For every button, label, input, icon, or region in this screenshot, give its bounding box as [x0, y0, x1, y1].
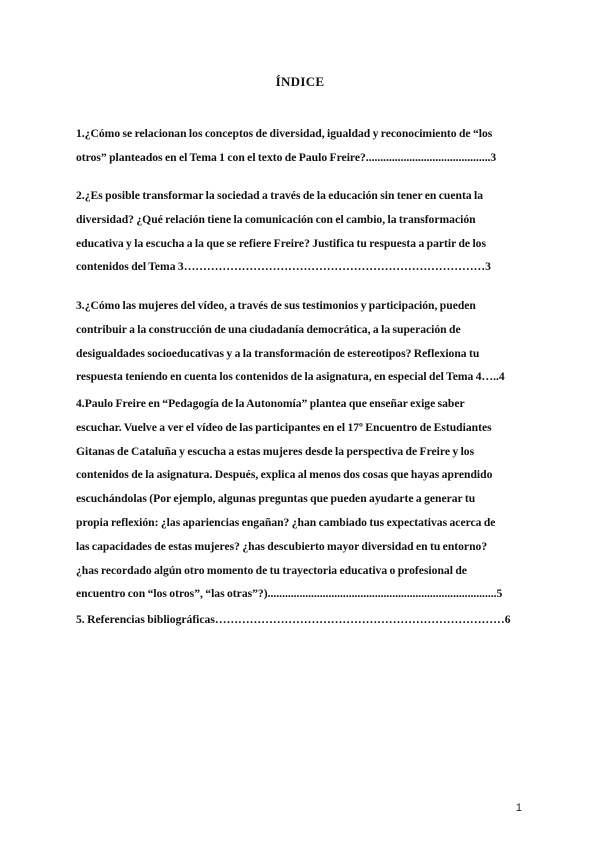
page-number: 1: [515, 802, 522, 814]
toc-entry-4[interactable]: [76, 392, 528, 606]
toc-line: 1.¿Cómo se relacionan los conceptos de diversidad, igualdad y reconocimiento de “los: [76, 127, 493, 140]
toc-line: ¿has recordado algún otro momento de tu trayectoria educativa o profesional de: [76, 563, 467, 577]
toc-line: 4.Paulo Freire en “Pedagogía de la Autonomía” plantea que enseñar exige saber: [76, 397, 465, 410]
toc-line: propia reflexión: ¿las apariencias engañan? ¿han cambiado tus expectativas acerca de: [76, 515, 496, 529]
toc-entry-1[interactable]: [76, 122, 528, 170]
toc-line: desigualdades socioeducativas y a la transformación de estereotipos? Reflexiona tu: [76, 346, 480, 360]
toc-entry-3[interactable]: [76, 294, 528, 389]
toc-line: escuchar. Vuelve a ver el vídeo de las participantes en el 17º Encuentro de Estudiantes: [76, 420, 492, 434]
toc-line: escuchándolas (Por ejemplo, algunas preguntas que pueden ayudarte a generar tu: [76, 492, 476, 506]
toc-line: otros” planteados en el Tema 1 con el texto de Paulo Freire?...........................................3: [76, 150, 497, 164]
toc-line: 5. Referencias bibliográficas…………………………………………………………………6: [76, 613, 511, 626]
toc-line: Gitanas de Cataluña y escucha a estas mujeres desde la perspectiva de Freire y los: [76, 444, 475, 458]
toc-line: respuesta teniendo en cuenta los contenidos de la asignatura, en especial del Tema 4…..4: [76, 370, 505, 384]
toc-line: contenidos del Tema 3……………………………………………………………………3: [76, 260, 491, 274]
toc-title: ÍNDICE: [275, 74, 325, 89]
toc-line: diversidad? ¿Qué relación tiene la comunicación con el cambio, la transformación: [76, 212, 476, 226]
toc-line: encuentro con “los otros”, “las otras”?)...............................................................................5: [76, 587, 503, 601]
toc-line: contenidos de la asignatura. Después, explica al menos dos cosas que hayas aprendido: [76, 468, 493, 482]
toc-line: educativa y la escucha a la que se refiere Freire? Justifica tu respuesta a partir de los: [76, 236, 486, 250]
toc-entry-2[interactable]: [76, 184, 528, 279]
toc-line: 2.¿Es posible transformar la sociedad a través de la educación sin tener en cuenta la: [76, 189, 484, 202]
toc-line: contribuir a la construcción de una ciudadanía democrática, a la superación de: [76, 322, 461, 336]
toc-line: 3.¿Cómo las mujeres del vídeo, a través de sus testimonios y participación, pueden: [76, 299, 476, 312]
toc-line: las capacidades de estas mujeres? ¿has descubierto mayor diversidad en tu entorno?: [76, 539, 488, 553]
toc-entry-5[interactable]: [76, 608, 528, 632]
